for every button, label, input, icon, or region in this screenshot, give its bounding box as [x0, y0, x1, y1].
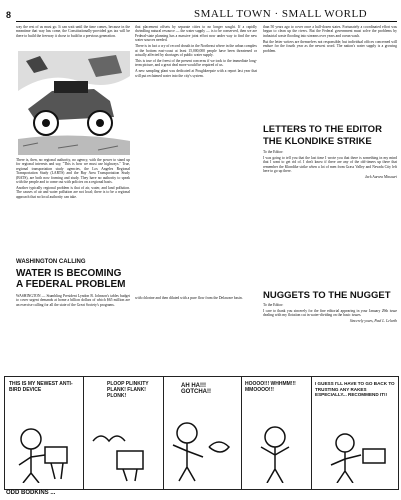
- nuggets-signature: Sincerely yours, Paul L. Lelarth: [349, 319, 397, 324]
- klondike-headline: THE KLONDIKE STRIKE: [263, 136, 372, 147]
- nuggets-headline: NUGGETS TO THE NUGGET: [263, 290, 391, 301]
- comic-panel-4-caption: HOOOO!!! WHHMM!!! MMOOOO!!!: [245, 381, 296, 393]
- klondike-signature: Jack Aurora Missouri: [364, 175, 397, 180]
- middle-paragraph-4: A new sampling plant was dedicated at Poughkeepsie with a report last year that will put reclaimed water into the city's system.: [135, 69, 257, 78]
- comic-panel-1: [5, 377, 84, 489]
- comic-panel-5-caption: I GUESS I'LL HAVE TO GO BACK TO TRUSTING ANY RAKES ESPECIALLY... RECOMMEND IT!!: [315, 381, 395, 398]
- letters-section-title: LETTERS TO THE EDITOR: [263, 124, 382, 135]
- klondike-letter-text: [263, 150, 397, 288]
- page-number: 8: [6, 10, 12, 20]
- comic-figure-icon: [321, 429, 391, 483]
- left-intro-paragraph: way the rest of us must go. It can wait until the time comes, because in the meantime that way has come, the Constitutionally-provided gas tax will be there to build the freeway it chose to build in a previous generation.: [16, 25, 130, 38]
- comic-panel-3: [163, 377, 242, 489]
- comic-figure-icon: [247, 417, 305, 483]
- comic-panel-2-caption: PLOOP PLINKITY PLANK! FLANK! PLONK!: [107, 381, 149, 399]
- comic-panel-3-caption: AH HA!!! GOTCHA!!: [181, 383, 211, 395]
- middle-paragraph-3: This is true of the freest of the present concerns if we took to the immediate long-term picture, and a great deal more would be required of us.: [135, 59, 257, 68]
- klondike-salutation: To the Editor:: [263, 150, 284, 154]
- newspaper-page: [4, 4, 397, 496]
- middle-column-text: [135, 25, 257, 293]
- left-intro-text: [16, 25, 130, 49]
- comic-figure-icon: [11, 417, 77, 483]
- klondike-body: I was going to tell you that the last time I wrote you that there is something in my mind that I want to get rid of. I don't know if there are any of the old-timers up there that remember the Klondike strike when a lot of men from Grass Valley and Nevada City left here to go up there.: [263, 156, 397, 174]
- right-paragraph-1: than 50 years ago to cover once a half-dozen states. Fortunately a coordinated effort was begun to clean up the rivers. But the Federal government must solve the problems by industrial waste flooding into streams over years and ocean wash.: [263, 25, 397, 38]
- left-body-paragraph-2: Another typically regional problem is that of air, water, and land pollution. The causes of air and water pollution are not local; there is to be a regional approach that no local authority can take.: [16, 186, 130, 199]
- comic-panel-5: [311, 377, 398, 489]
- washington-column-head: WASHINGTON CALLING: [16, 259, 86, 265]
- vintage-car-illustration: [18, 51, 130, 155]
- nuggets-salutation: To the Editor:: [263, 303, 284, 307]
- nuggets-body: I care to thank you sincerely for the fine editorial appearing in your January 29th issue dealing with my flotation cut in water-dividing on the basic issues.: [263, 309, 397, 318]
- running-head: SMALL TOWN · SMALL WORLD: [194, 8, 368, 20]
- comic-bird-icon: [87, 421, 159, 483]
- middle-paragraph-5: with chlorine and then diluted with a pure flow from the Delaware basin.: [135, 296, 243, 300]
- left-body-paragraph-1: There is, then, no regional authority, no agency, with the power to stand up for regional interests and say, "This is how we must use highways." True, regional transportation study agencies, the Los Angeles Regional Transportation Study (LARTS) and the Bay Area Transportation Study (BATS), are both now forming and study. They have no authority to speak with the people and to come out with policies on a regional basis.: [16, 158, 130, 185]
- comic-panel-2: [83, 377, 164, 489]
- middle-column-continuation: [135, 296, 257, 372]
- comic-figure-icon: [169, 407, 235, 483]
- comic-strip: [4, 376, 399, 490]
- right-column-text: [263, 25, 397, 123]
- comic-panel-4: [241, 377, 312, 489]
- right-paragraph-2: But the letter writers are themselves not responsible; but individual offices concerned will endure for the fourth year as the newest word. The nation's water supply is a growing problem.: [263, 39, 397, 53]
- washington-body-paragraph: WASHINGTON — Stumbling President Lyndon B. Johnson's tables budget to cover urgent demands at home a billion dollars of which $65 million are an exercise calling for all the state of the Great Society's programs.: [16, 294, 130, 307]
- washington-body-text: [16, 294, 130, 372]
- comic-panel-1-caption: THIS IS MY NEWEST ANTI-BIRD DEVICE: [9, 381, 73, 393]
- nuggets-letter-text: [263, 303, 397, 373]
- middle-paragraph-1: that placement offsets by separate cities to no longer sought. If a rapidly dwindling natural resource — the water supply — is to be conserved, then we are Federal-state planning has a massive joint effort now under way to find the new water sources needed.: [135, 25, 257, 43]
- washington-headline: WATER IS BECOMING A FEDERAL PROBLEM: [16, 268, 126, 290]
- comic-strip-title: ODD BODKINS ...: [6, 490, 56, 496]
- middle-paragraph-2: There is in fact a cry of record drouth in the Northeast where in the urban complex at the bottom east-coast at least 15,000,000 people have been threatened or actually affected by shortages of public water supply.: [135, 44, 257, 58]
- header-rule: [16, 21, 397, 22]
- left-body-text: [16, 158, 130, 254]
